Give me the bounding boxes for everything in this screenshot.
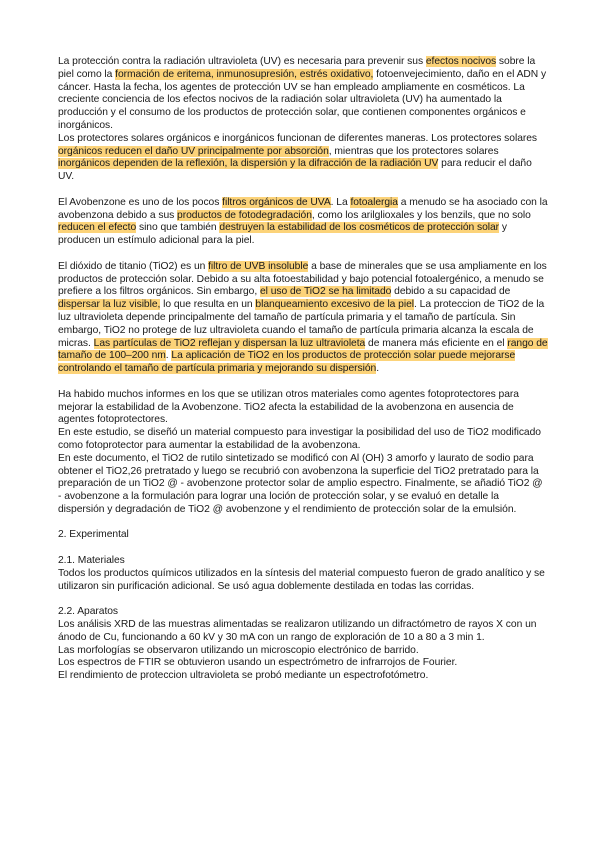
highlighted-text: La aplicación de TiO2 en los productos de protección solar puede mejorarse controlando el tamaño de partícula primaria y mejorando su dispersión <box>58 350 516 375</box>
text-span: Los análisis XRD de las muestras alimentadas se realizaron utilizando un difractómetro de rayos X con un ánodo de Cu, funcionando a 60 kV y 30 mA con un rango de exploración de 10 a 80 a 3 min 1. <box>58 619 537 643</box>
text-span: 2.1. Materiales <box>58 555 125 567</box>
highlighted-text: Las partículas de TiO2 reflejan y dispersan la luz ultravioleta <box>93 337 366 349</box>
paragraph-spacer <box>58 184 548 197</box>
text-span: de manera más eficiente en el <box>365 337 508 349</box>
text-span: Las morfologías se observaron utilizando un microscopio electrónico de barrido. <box>58 644 419 656</box>
text-span: El Avobenzone es uno de los pocos <box>58 196 223 208</box>
highlighted-text: el uso de TiO2 se ha limitado <box>259 286 392 298</box>
text-span: sino que también <box>136 222 220 234</box>
highlighted-text: blanqueamiento excesivo de la piel <box>255 299 415 311</box>
text-span: , mientras que los protectores solares <box>328 145 499 157</box>
paragraph <box>58 453 548 517</box>
paragraph <box>58 427 548 453</box>
text-span: En este documento, el TiO2 de rutilo sintetizado se modificó con Al (OH) 3 amorfo y laurato de sodio para obtener el TiO2,26 pretratado y luego se recubrió con avobenzona la superficie del TiO2 pretratado para la preparación de un TiO2 @ - avobenzone protector solar de amplio espectro. Finalmente, se añadió TiO2 @ - avobenzone a la formulación para lograr una loción de protección solar, y se evaluó en detalle la dispersión y degradación de TiO2 @ avobenzone y el rendimiento de protección solar de la emulsión. <box>58 452 543 515</box>
text-span: Los protectores solares orgánicos e inorgánicos funcionan de diferentes maneras. Los protectores solares <box>58 132 538 144</box>
highlighted-text: destruyen la estabilidad de los cosméticos de protección solar <box>219 222 500 234</box>
text-span: En este estudio, se diseñó un material compuesto para investigar la posibilidad del uso de TiO2 modificado como fotoprotector para aumentar la estabilidad de la avobenzona. <box>58 427 541 451</box>
highlighted-text: filtros orgánicos de UVA <box>222 196 331 208</box>
highlighted-text: formación de eritema, inmunosupresión, estrés oxidativo, <box>115 68 374 80</box>
paragraph-spacer <box>58 248 548 261</box>
text-span: y producen un estímulo adicional para la piel. <box>58 222 507 247</box>
text-span: , como los arilglioxales y los benzils, que no solo <box>311 209 531 221</box>
text-span: debido a su capacidad de <box>391 286 511 298</box>
text-span: fotoenvejecimiento, daño en el ADN y cáncer. Hasta la fecha, los agentes de protección UV se han empleado ampliamente en cosméticos. La creciente conciencia de los efectos nocivos de la radiación solar ultravioleta (UV) ha aumentado la producción y el consumo de los productos de protección solar, que contienen componentes orgánicos e inorgánicos. <box>58 68 547 131</box>
highlighted-text: efectos nocivos <box>425 56 497 67</box>
paragraph <box>58 389 548 427</box>
text-span: El dióxido de titanio (TiO2) es un <box>58 260 209 272</box>
paragraph <box>58 619 548 645</box>
highlighted-text: rango de tamaño de 100–200 nm <box>58 337 548 362</box>
highlighted-text: orgánicos reducen el daño UV principalmente por absorción <box>58 145 329 157</box>
text-span: Los espectros de FTIR se obtuvieron usando un espectrómetro de infrarrojos de Fourier. <box>58 657 458 669</box>
paragraph <box>58 529 548 542</box>
paragraph-spacer <box>58 376 548 389</box>
paragraph <box>58 555 548 568</box>
highlighted-text: filtro de UVB insoluble <box>208 260 309 272</box>
text-span: . La <box>330 196 351 208</box>
paragraph <box>58 568 548 594</box>
paragraph <box>58 645 548 658</box>
text-span: 2. Experimental <box>58 529 129 541</box>
highlighted-text: reducen el efecto <box>58 222 137 234</box>
text-span: a base de minerales que se usa ampliamente en los productos de protección solar. Debido a su alta fotoestabilidad y bajo potencial fotoalergénico, a menudo se prefiere a los filtros orgánicos. Sin embargo, <box>58 260 547 298</box>
text-span: Todos los productos químicos utilizados en la síntesis del material compuesto fueron de grado analítico y se utilizaron sin purificación adicional. Se usó agua doblemente destilada en todas las corridas. <box>58 567 545 592</box>
text-span: 2.2. Aparatos <box>58 606 119 618</box>
paragraph <box>58 197 548 248</box>
paragraph <box>58 670 548 683</box>
paragraph <box>58 56 548 133</box>
paragraph <box>58 606 548 619</box>
text-span: para reducir el daño UV. <box>58 158 532 183</box>
paragraph-spacer <box>58 593 548 606</box>
text-span: lo que resulta en un <box>160 299 256 311</box>
text-span: a menudo se ha asociado con la avobenzona debido a sus <box>58 196 548 221</box>
text-span: . La proteccion de TiO2 de la luz ultravioleta depende principalmente del tamaño de partícula primaria y el tamaño de partícula. Sin embargo, TiO2 no protege de luz ultravioleta cuando el tamaño de partícula primaria alcanza la escala de micras. <box>58 299 545 349</box>
paragraph-spacer <box>58 542 548 555</box>
paragraph <box>58 133 548 184</box>
text-span: . <box>165 350 172 362</box>
text-span: Ha habido muchos informes en los que se utilizan otros materiales como agentes fotoprotectores para mejorar la estabilidad de la Avobenzone. TiO2 afecta la estabilidad de la avobenzona en ausencia de agentes fotoprotectores. <box>58 388 519 426</box>
text-span: El rendimiento de proteccion ultravioleta se probó mediante un espectrofotómetro. <box>58 670 429 682</box>
paragraph <box>58 261 548 376</box>
highlighted-text: productos de fotodegradación <box>177 209 312 221</box>
paragraph-spacer <box>58 517 548 530</box>
text-span: La protección contra la radiación ultravioleta (UV) es necesaria para prevenir sus <box>58 56 426 67</box>
text-span: sobre la piel como la <box>58 56 536 80</box>
highlighted-text: dispersar la luz visible, <box>58 299 161 311</box>
paragraph <box>58 657 548 670</box>
highlighted-text: fotoalergia <box>350 196 398 208</box>
text-span: . <box>376 363 380 375</box>
highlighted-text: inorgánicos dependen de la reflexión, la dispersión y la difracción de la radiación UV <box>58 158 439 170</box>
